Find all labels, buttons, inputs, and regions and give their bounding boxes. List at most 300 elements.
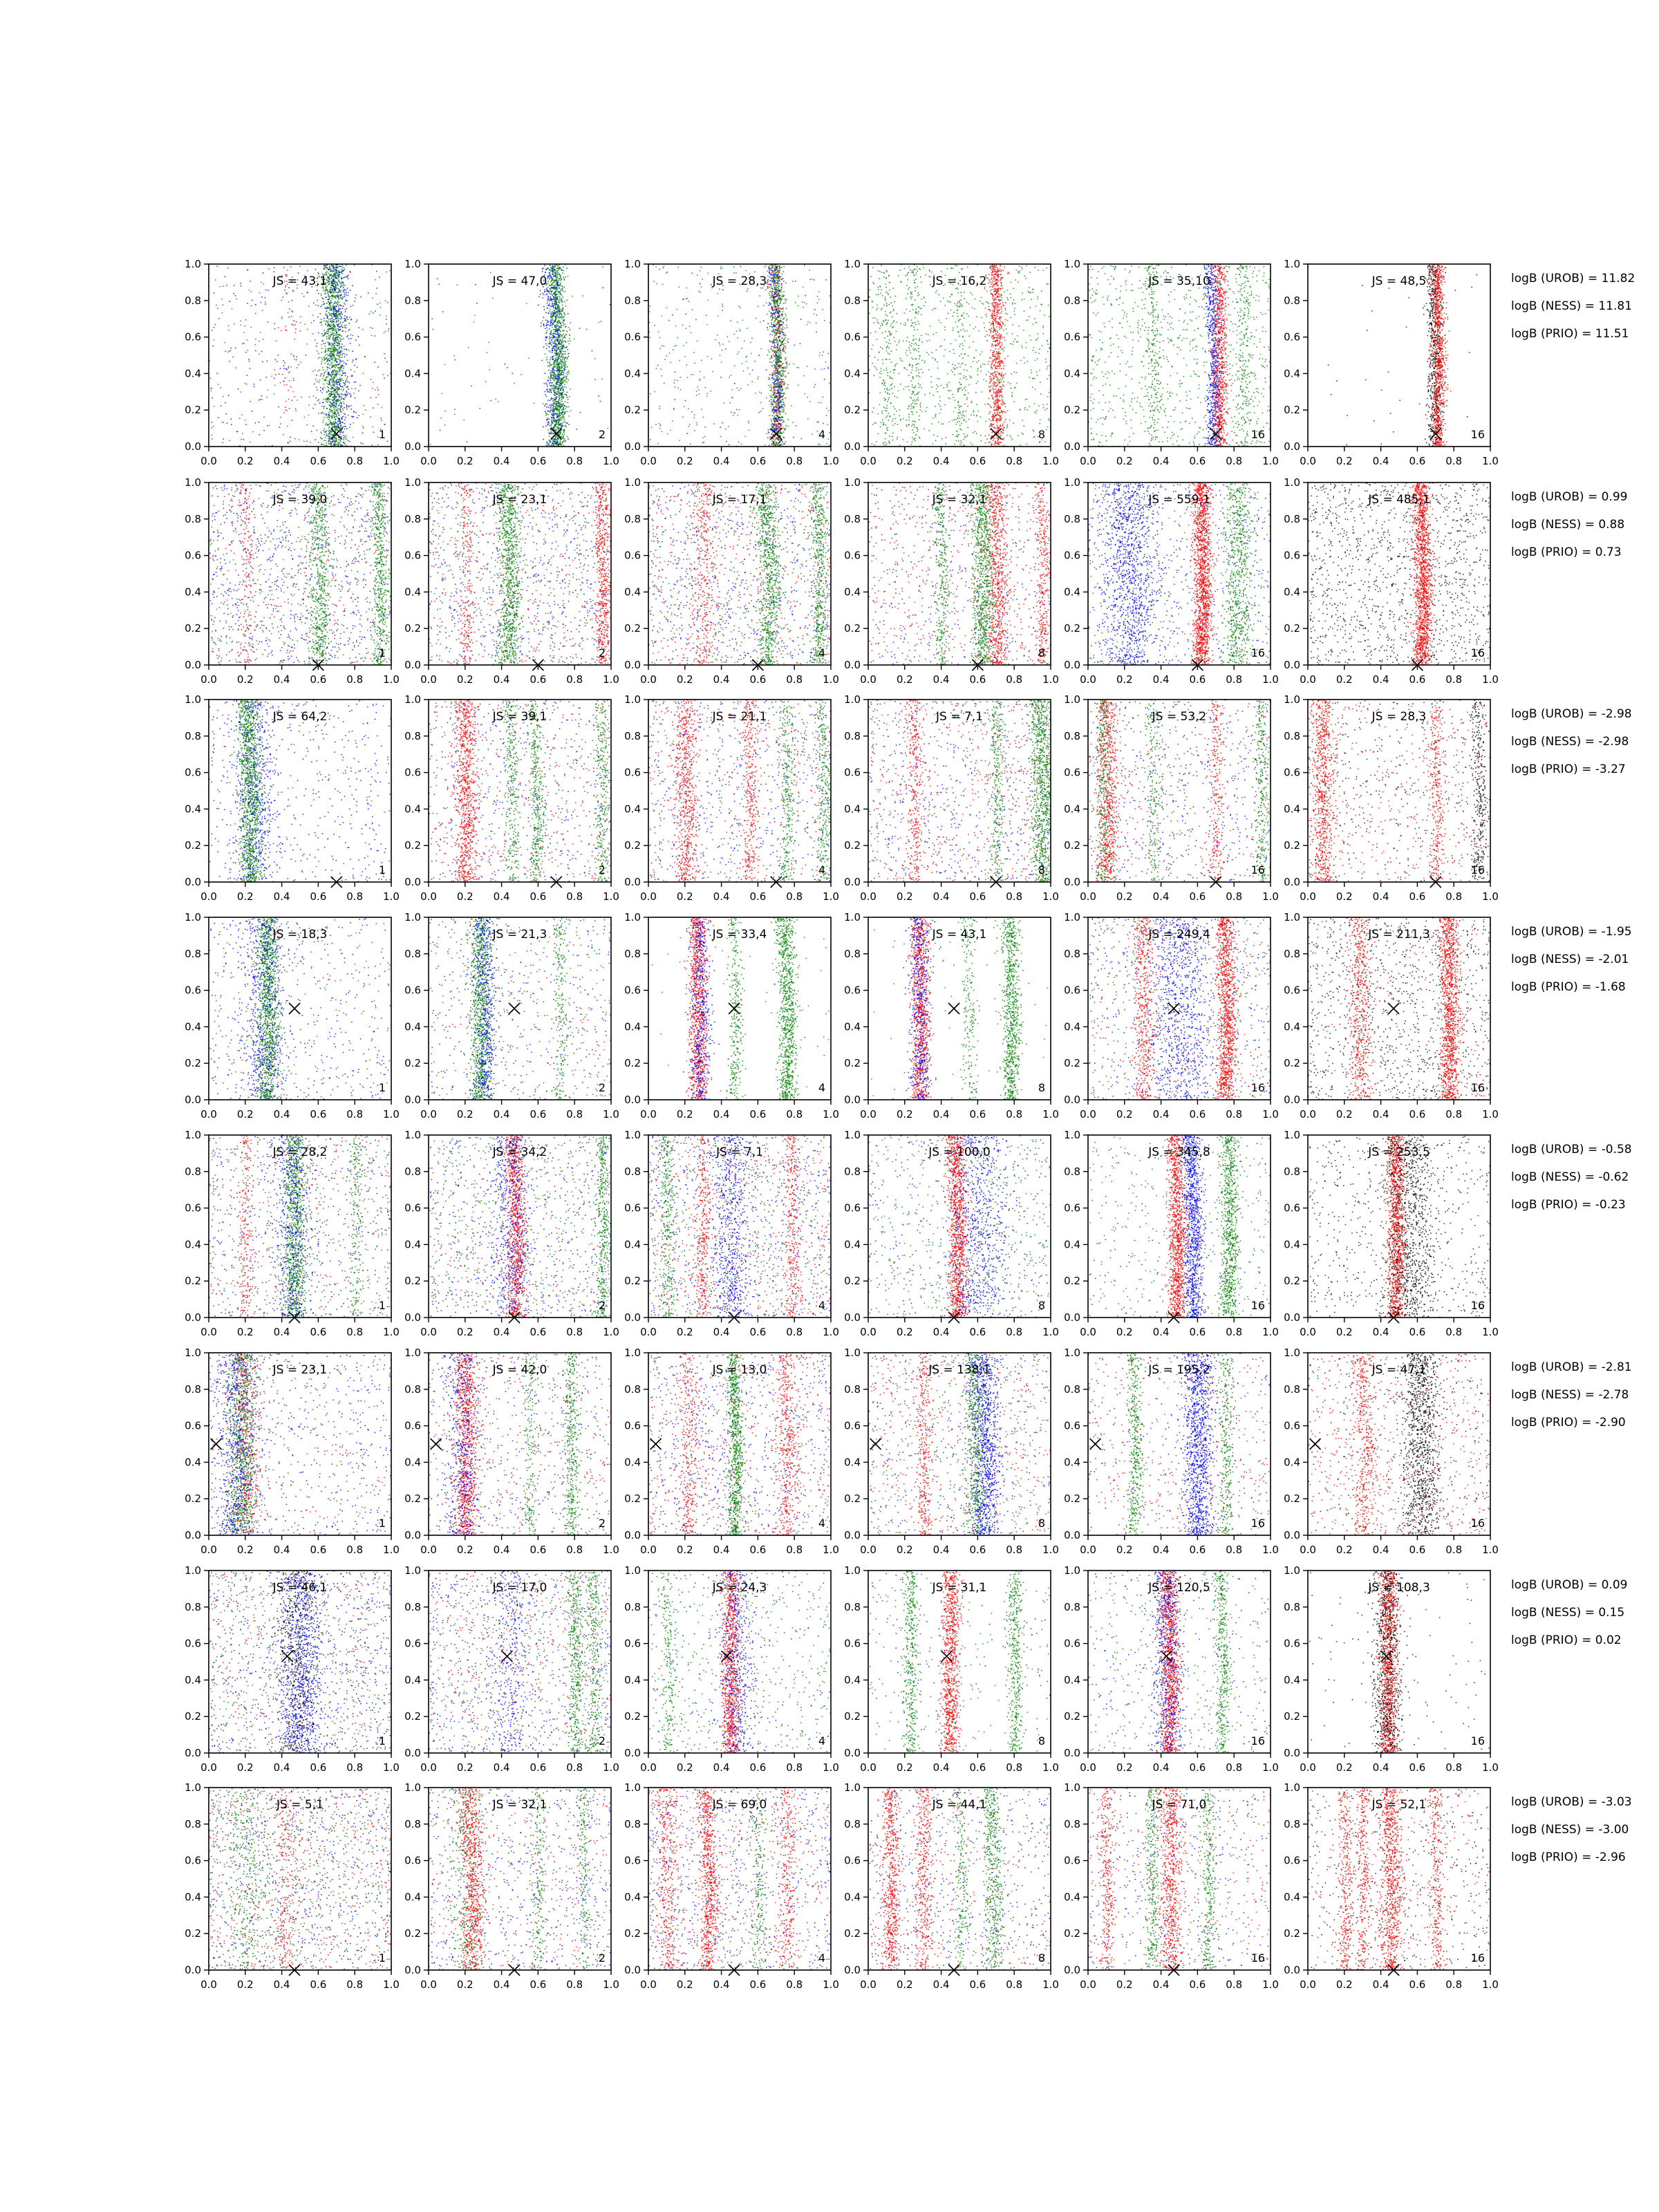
scatter-point bbox=[223, 438, 224, 440]
scatter-point bbox=[512, 373, 514, 375]
scatter-point bbox=[340, 297, 341, 299]
scatter-point bbox=[328, 367, 329, 368]
scatter-point bbox=[326, 398, 328, 400]
scatter-point bbox=[688, 426, 689, 427]
scatter-point bbox=[556, 378, 557, 379]
scatter-point bbox=[335, 284, 337, 285]
scatter-point bbox=[760, 411, 762, 412]
scatter-point bbox=[785, 283, 787, 284]
scatter-point bbox=[329, 269, 330, 270]
scatter-point bbox=[339, 309, 340, 310]
scatter-point bbox=[558, 335, 559, 336]
scatter-point bbox=[556, 384, 558, 385]
scatter-point bbox=[337, 324, 339, 326]
scatter-point bbox=[357, 418, 358, 419]
scatter-point bbox=[777, 320, 778, 321]
scatter-point bbox=[386, 362, 388, 363]
scatter-point bbox=[284, 384, 285, 386]
scatter-point bbox=[341, 311, 342, 312]
scatter-point bbox=[323, 268, 324, 270]
scatter-point bbox=[566, 357, 568, 359]
scatter-point bbox=[347, 335, 348, 337]
scatter-point bbox=[335, 413, 336, 415]
scatter-point bbox=[785, 328, 786, 329]
scatter-point bbox=[549, 279, 550, 280]
scatter-point bbox=[335, 411, 336, 412]
scatter-point bbox=[551, 375, 552, 376]
scatter-point bbox=[782, 442, 784, 443]
scatter-point bbox=[547, 278, 549, 279]
scatter-point bbox=[323, 301, 324, 303]
scatter-point bbox=[332, 412, 333, 413]
scatter-point bbox=[557, 437, 559, 438]
scatter-point bbox=[330, 420, 331, 422]
scatter-point bbox=[332, 379, 334, 381]
scatter-point bbox=[342, 386, 344, 388]
scatter-point bbox=[332, 275, 333, 276]
scatter-point bbox=[339, 327, 340, 328]
scatter-point bbox=[560, 375, 561, 377]
scatter-point bbox=[464, 420, 465, 421]
scatter-point bbox=[782, 319, 784, 320]
scatter-point bbox=[306, 355, 307, 356]
scatter-point bbox=[559, 377, 561, 379]
scatter-point bbox=[555, 326, 556, 328]
scatter-point bbox=[330, 319, 331, 320]
scatter-point bbox=[372, 388, 373, 389]
scatter-point bbox=[334, 409, 335, 410]
scatter-point bbox=[550, 359, 551, 361]
scatter-point bbox=[550, 297, 551, 298]
scatter-point bbox=[317, 317, 319, 318]
scatter-point bbox=[332, 366, 333, 368]
scatter-point bbox=[314, 384, 315, 385]
scatter-point bbox=[662, 375, 663, 377]
scatter-point bbox=[560, 432, 561, 433]
scatter-point bbox=[344, 429, 346, 430]
scatter-point bbox=[325, 371, 326, 372]
scatter-point bbox=[337, 319, 339, 320]
scatter-point bbox=[557, 311, 559, 312]
scatter-point bbox=[252, 300, 253, 301]
scatter-point bbox=[339, 337, 340, 339]
scatter-point bbox=[346, 379, 348, 380]
scatter-point bbox=[557, 376, 559, 377]
scatter-point bbox=[561, 378, 562, 379]
scatter-point bbox=[552, 341, 553, 343]
scatter-point bbox=[339, 314, 341, 315]
scatter-point bbox=[552, 339, 553, 341]
scatter-point bbox=[655, 424, 657, 425]
scatter-point bbox=[334, 315, 335, 317]
scatter-point bbox=[656, 368, 657, 369]
scatter-point bbox=[341, 350, 343, 352]
scatter-point bbox=[738, 390, 740, 391]
scatter-point bbox=[568, 276, 569, 277]
scatter-point bbox=[373, 407, 374, 409]
scatter-point bbox=[558, 333, 559, 335]
scatter-point bbox=[340, 292, 341, 293]
scatter-point bbox=[551, 404, 552, 406]
scatter-point bbox=[541, 323, 542, 324]
scatter-point bbox=[326, 377, 327, 378]
scatter-point bbox=[781, 338, 782, 339]
scatter-point bbox=[245, 319, 247, 321]
scatter-point bbox=[664, 382, 665, 384]
scatter-point bbox=[326, 290, 327, 292]
scatter-point bbox=[556, 278, 558, 279]
scatter-point bbox=[657, 283, 658, 285]
scatter-point bbox=[339, 393, 341, 395]
scatter-point bbox=[338, 272, 339, 274]
scatter-point bbox=[757, 306, 758, 307]
scatter-point bbox=[328, 350, 329, 352]
scatter-point bbox=[326, 418, 328, 419]
scatter-point bbox=[332, 410, 333, 411]
scatter-point bbox=[340, 286, 341, 288]
scatter-point bbox=[785, 314, 786, 315]
scatter-point bbox=[807, 418, 809, 420]
scatter-point bbox=[563, 382, 564, 383]
scatter-point bbox=[676, 309, 677, 310]
scatter-point bbox=[295, 328, 297, 330]
scatter-point bbox=[335, 306, 337, 307]
scatter-point bbox=[557, 306, 559, 308]
scatter-point bbox=[294, 359, 295, 360]
scatter-point bbox=[345, 319, 346, 321]
scatter-point bbox=[818, 422, 819, 423]
scatter-point bbox=[561, 325, 562, 326]
scatter-point bbox=[335, 393, 337, 394]
scatter-point bbox=[550, 382, 551, 384]
scatter-point bbox=[285, 377, 286, 379]
scatter-point bbox=[563, 373, 565, 374]
scatter-point bbox=[328, 283, 329, 284]
scatter-point bbox=[342, 427, 344, 428]
scatter-point bbox=[755, 393, 756, 394]
scatter-point bbox=[293, 355, 294, 356]
scatter-point bbox=[328, 278, 330, 279]
scatter-point bbox=[338, 299, 339, 300]
scatter-point bbox=[353, 359, 354, 361]
scatter-point bbox=[547, 424, 549, 425]
scatter-point bbox=[329, 315, 330, 316]
scatter-point bbox=[265, 303, 266, 305]
scatter-point bbox=[739, 306, 740, 307]
scatter-point bbox=[329, 274, 330, 276]
scatter-point bbox=[337, 393, 338, 394]
scatter-point bbox=[326, 408, 328, 409]
scatter-point bbox=[558, 265, 559, 267]
scatter-point bbox=[328, 440, 330, 441]
scatter-point bbox=[341, 389, 342, 391]
scatter-point bbox=[329, 281, 330, 283]
scatter-point bbox=[552, 352, 553, 353]
scatter-point bbox=[773, 354, 774, 355]
scatter-point bbox=[250, 291, 252, 292]
scatter-point bbox=[547, 268, 548, 270]
scatter-point bbox=[335, 359, 337, 361]
scatter-point bbox=[547, 379, 549, 381]
scatter-point bbox=[546, 444, 547, 446]
scatter-point bbox=[769, 439, 771, 440]
scatter-point bbox=[542, 360, 543, 362]
scatter-point bbox=[341, 346, 342, 348]
scatter-point bbox=[337, 430, 339, 431]
scatter-point bbox=[333, 328, 335, 329]
scatter-point bbox=[342, 297, 344, 299]
panel-count-label: 2 bbox=[599, 428, 606, 441]
scatter-point bbox=[744, 340, 745, 341]
scatter-point bbox=[332, 427, 333, 429]
scatter-point bbox=[547, 308, 548, 309]
scatter-point bbox=[545, 382, 547, 384]
scatter-point bbox=[332, 415, 333, 416]
scatter-point bbox=[333, 415, 335, 417]
scatter-point bbox=[328, 427, 330, 429]
scatter-point bbox=[321, 363, 322, 364]
scatter-point bbox=[554, 397, 556, 398]
scatter-point bbox=[564, 367, 565, 368]
scatter-point bbox=[376, 271, 377, 272]
scatter-point bbox=[552, 306, 554, 307]
scatter-point bbox=[560, 322, 561, 324]
scatter-point bbox=[556, 404, 558, 405]
scatter-point bbox=[677, 337, 678, 339]
scatter-point bbox=[326, 442, 327, 444]
scatter-point bbox=[335, 375, 336, 376]
y-tick-label: 0.2 bbox=[185, 404, 201, 416]
scatter-point bbox=[347, 381, 348, 382]
scatter-point bbox=[543, 427, 544, 428]
scatter-point bbox=[782, 344, 784, 346]
scatter-point bbox=[283, 368, 285, 369]
scatter-point bbox=[764, 267, 765, 268]
scatter-point bbox=[352, 351, 353, 353]
scatter-point bbox=[772, 291, 774, 292]
scatter-point bbox=[348, 415, 349, 416]
scatter-point bbox=[740, 330, 741, 332]
scatter-point bbox=[565, 354, 566, 355]
scatter-point bbox=[782, 409, 783, 411]
scatter-point bbox=[550, 333, 551, 335]
scatter-point bbox=[274, 393, 275, 395]
scatter-point bbox=[321, 348, 323, 349]
scatter-point bbox=[334, 347, 335, 348]
scatter-point bbox=[339, 265, 341, 267]
scatter-point bbox=[328, 301, 329, 302]
scatter-point bbox=[346, 317, 348, 318]
scatter-point bbox=[386, 319, 387, 320]
scatter-point bbox=[556, 331, 557, 332]
scatter-point bbox=[803, 287, 804, 288]
scatter-point bbox=[547, 305, 549, 306]
scatter-point bbox=[557, 362, 559, 363]
scatter-point bbox=[276, 361, 278, 362]
scatter-point bbox=[544, 309, 545, 310]
scatter-point bbox=[565, 347, 567, 348]
scatter-point bbox=[787, 384, 789, 386]
scatter-point bbox=[558, 428, 559, 429]
scatter-point bbox=[555, 353, 556, 354]
scatter-point bbox=[339, 318, 341, 319]
scatter-point bbox=[329, 353, 330, 355]
scatter-point bbox=[560, 276, 561, 277]
scatter-point bbox=[664, 359, 666, 360]
scatter-point bbox=[323, 375, 324, 377]
scatter-point bbox=[323, 369, 324, 371]
scatter-point bbox=[554, 299, 556, 300]
scatter-point bbox=[319, 370, 321, 371]
scatter-point bbox=[692, 272, 693, 274]
scatter-point bbox=[563, 276, 564, 278]
scatter-point bbox=[546, 290, 547, 291]
scatter-point bbox=[320, 306, 321, 308]
scatter-point bbox=[734, 365, 735, 366]
scatter-point bbox=[344, 373, 346, 374]
scatter-point bbox=[337, 294, 339, 296]
scatter-point bbox=[747, 290, 748, 292]
scatter-point bbox=[666, 307, 668, 308]
scatter-point bbox=[341, 397, 342, 399]
scatter-point bbox=[684, 356, 686, 357]
scatter-point bbox=[339, 420, 341, 422]
scatter-point bbox=[558, 314, 559, 315]
scatter-point bbox=[339, 360, 341, 362]
scatter-point bbox=[335, 328, 337, 330]
scatter-point bbox=[283, 360, 284, 362]
scatter-point bbox=[315, 397, 317, 399]
scatter-point bbox=[384, 377, 385, 379]
scatter-point bbox=[354, 365, 355, 366]
scatter-point bbox=[321, 352, 323, 353]
scatter-point bbox=[334, 382, 335, 383]
scatter-point bbox=[240, 321, 241, 322]
scatter-point bbox=[826, 408, 827, 409]
scatter-point bbox=[722, 350, 723, 351]
scatter-point bbox=[344, 284, 345, 285]
scatter-point bbox=[312, 371, 314, 372]
scatter-point bbox=[326, 268, 328, 270]
scatter-point bbox=[337, 424, 339, 426]
scatter-point bbox=[330, 406, 332, 407]
scatter-point bbox=[335, 276, 337, 277]
scatter-point bbox=[332, 304, 334, 306]
scatter-point bbox=[675, 372, 676, 373]
scatter-point bbox=[561, 327, 562, 328]
scatter-point bbox=[699, 389, 700, 391]
scatter-point bbox=[341, 419, 343, 420]
scatter-point bbox=[538, 305, 539, 306]
scatter-point bbox=[608, 428, 609, 429]
scatter-point bbox=[308, 306, 310, 307]
scatter-point bbox=[551, 423, 552, 424]
scatter-point bbox=[337, 391, 338, 392]
scatter-point bbox=[335, 317, 337, 319]
scatter-point bbox=[338, 295, 339, 297]
scatter-point bbox=[337, 388, 339, 390]
scatter-point bbox=[334, 274, 335, 276]
scatter-point bbox=[514, 383, 515, 384]
scatter-point bbox=[280, 382, 281, 384]
scatter-point bbox=[326, 361, 328, 362]
scatter-point bbox=[328, 294, 329, 295]
scatter-point bbox=[548, 305, 550, 306]
scatter-point bbox=[328, 397, 329, 398]
scatter-point bbox=[792, 422, 794, 424]
scatter-point bbox=[339, 323, 341, 324]
scatter-point bbox=[330, 301, 332, 302]
scatter-point bbox=[550, 291, 552, 292]
scatter-point bbox=[550, 344, 552, 345]
scatter-point bbox=[327, 386, 328, 388]
scatter-point bbox=[559, 363, 561, 364]
scatter-point bbox=[561, 294, 562, 296]
scatter-point bbox=[335, 399, 336, 400]
scatter-point bbox=[829, 432, 830, 433]
scatter-point bbox=[331, 376, 332, 377]
scatter-point bbox=[324, 417, 325, 418]
scatter-point bbox=[330, 303, 331, 304]
scatter-point bbox=[707, 300, 709, 301]
scatter-point bbox=[331, 373, 332, 374]
scatter-point bbox=[689, 326, 691, 327]
scatter-point bbox=[561, 282, 562, 283]
scatter-point bbox=[332, 374, 333, 375]
scatter-point bbox=[333, 323, 335, 324]
scatter-point bbox=[341, 317, 342, 318]
scatter-point bbox=[737, 337, 738, 339]
scatter-point bbox=[345, 375, 346, 377]
scatter-point bbox=[554, 326, 556, 327]
scatter-point bbox=[564, 347, 565, 348]
scatter-point bbox=[223, 422, 225, 423]
scatter-point bbox=[327, 299, 328, 300]
scatter-point bbox=[341, 348, 343, 350]
scatter-point bbox=[552, 346, 554, 348]
scatter-point bbox=[562, 339, 563, 341]
scatter-point bbox=[235, 367, 236, 368]
scatter-point bbox=[444, 364, 446, 366]
scatter-point bbox=[550, 357, 552, 359]
scatter-point bbox=[337, 316, 338, 317]
scatter-point bbox=[317, 430, 318, 431]
scatter-point bbox=[555, 437, 556, 438]
scatter-point bbox=[554, 401, 556, 402]
scatter-point bbox=[337, 337, 339, 339]
scatter-point bbox=[824, 379, 825, 380]
scatter-point bbox=[337, 418, 339, 419]
scatter-point bbox=[336, 310, 337, 311]
scatter-point bbox=[334, 297, 335, 298]
scatter-point bbox=[550, 309, 551, 310]
scatter-point bbox=[547, 442, 548, 444]
scatter-point bbox=[559, 382, 560, 384]
scatter-point bbox=[261, 302, 262, 303]
scatter-point bbox=[274, 369, 276, 371]
scatter-point bbox=[333, 346, 335, 347]
scatter-point bbox=[333, 426, 335, 427]
scatter-point bbox=[320, 375, 321, 377]
scatter-point bbox=[286, 384, 288, 386]
scatter-point bbox=[610, 304, 611, 306]
scatter-point bbox=[223, 304, 224, 306]
scatter-point bbox=[355, 297, 356, 299]
scatter-point bbox=[259, 434, 261, 435]
scatter-point bbox=[559, 296, 561, 297]
scatter-point bbox=[552, 359, 554, 360]
scatter-point bbox=[566, 331, 568, 332]
